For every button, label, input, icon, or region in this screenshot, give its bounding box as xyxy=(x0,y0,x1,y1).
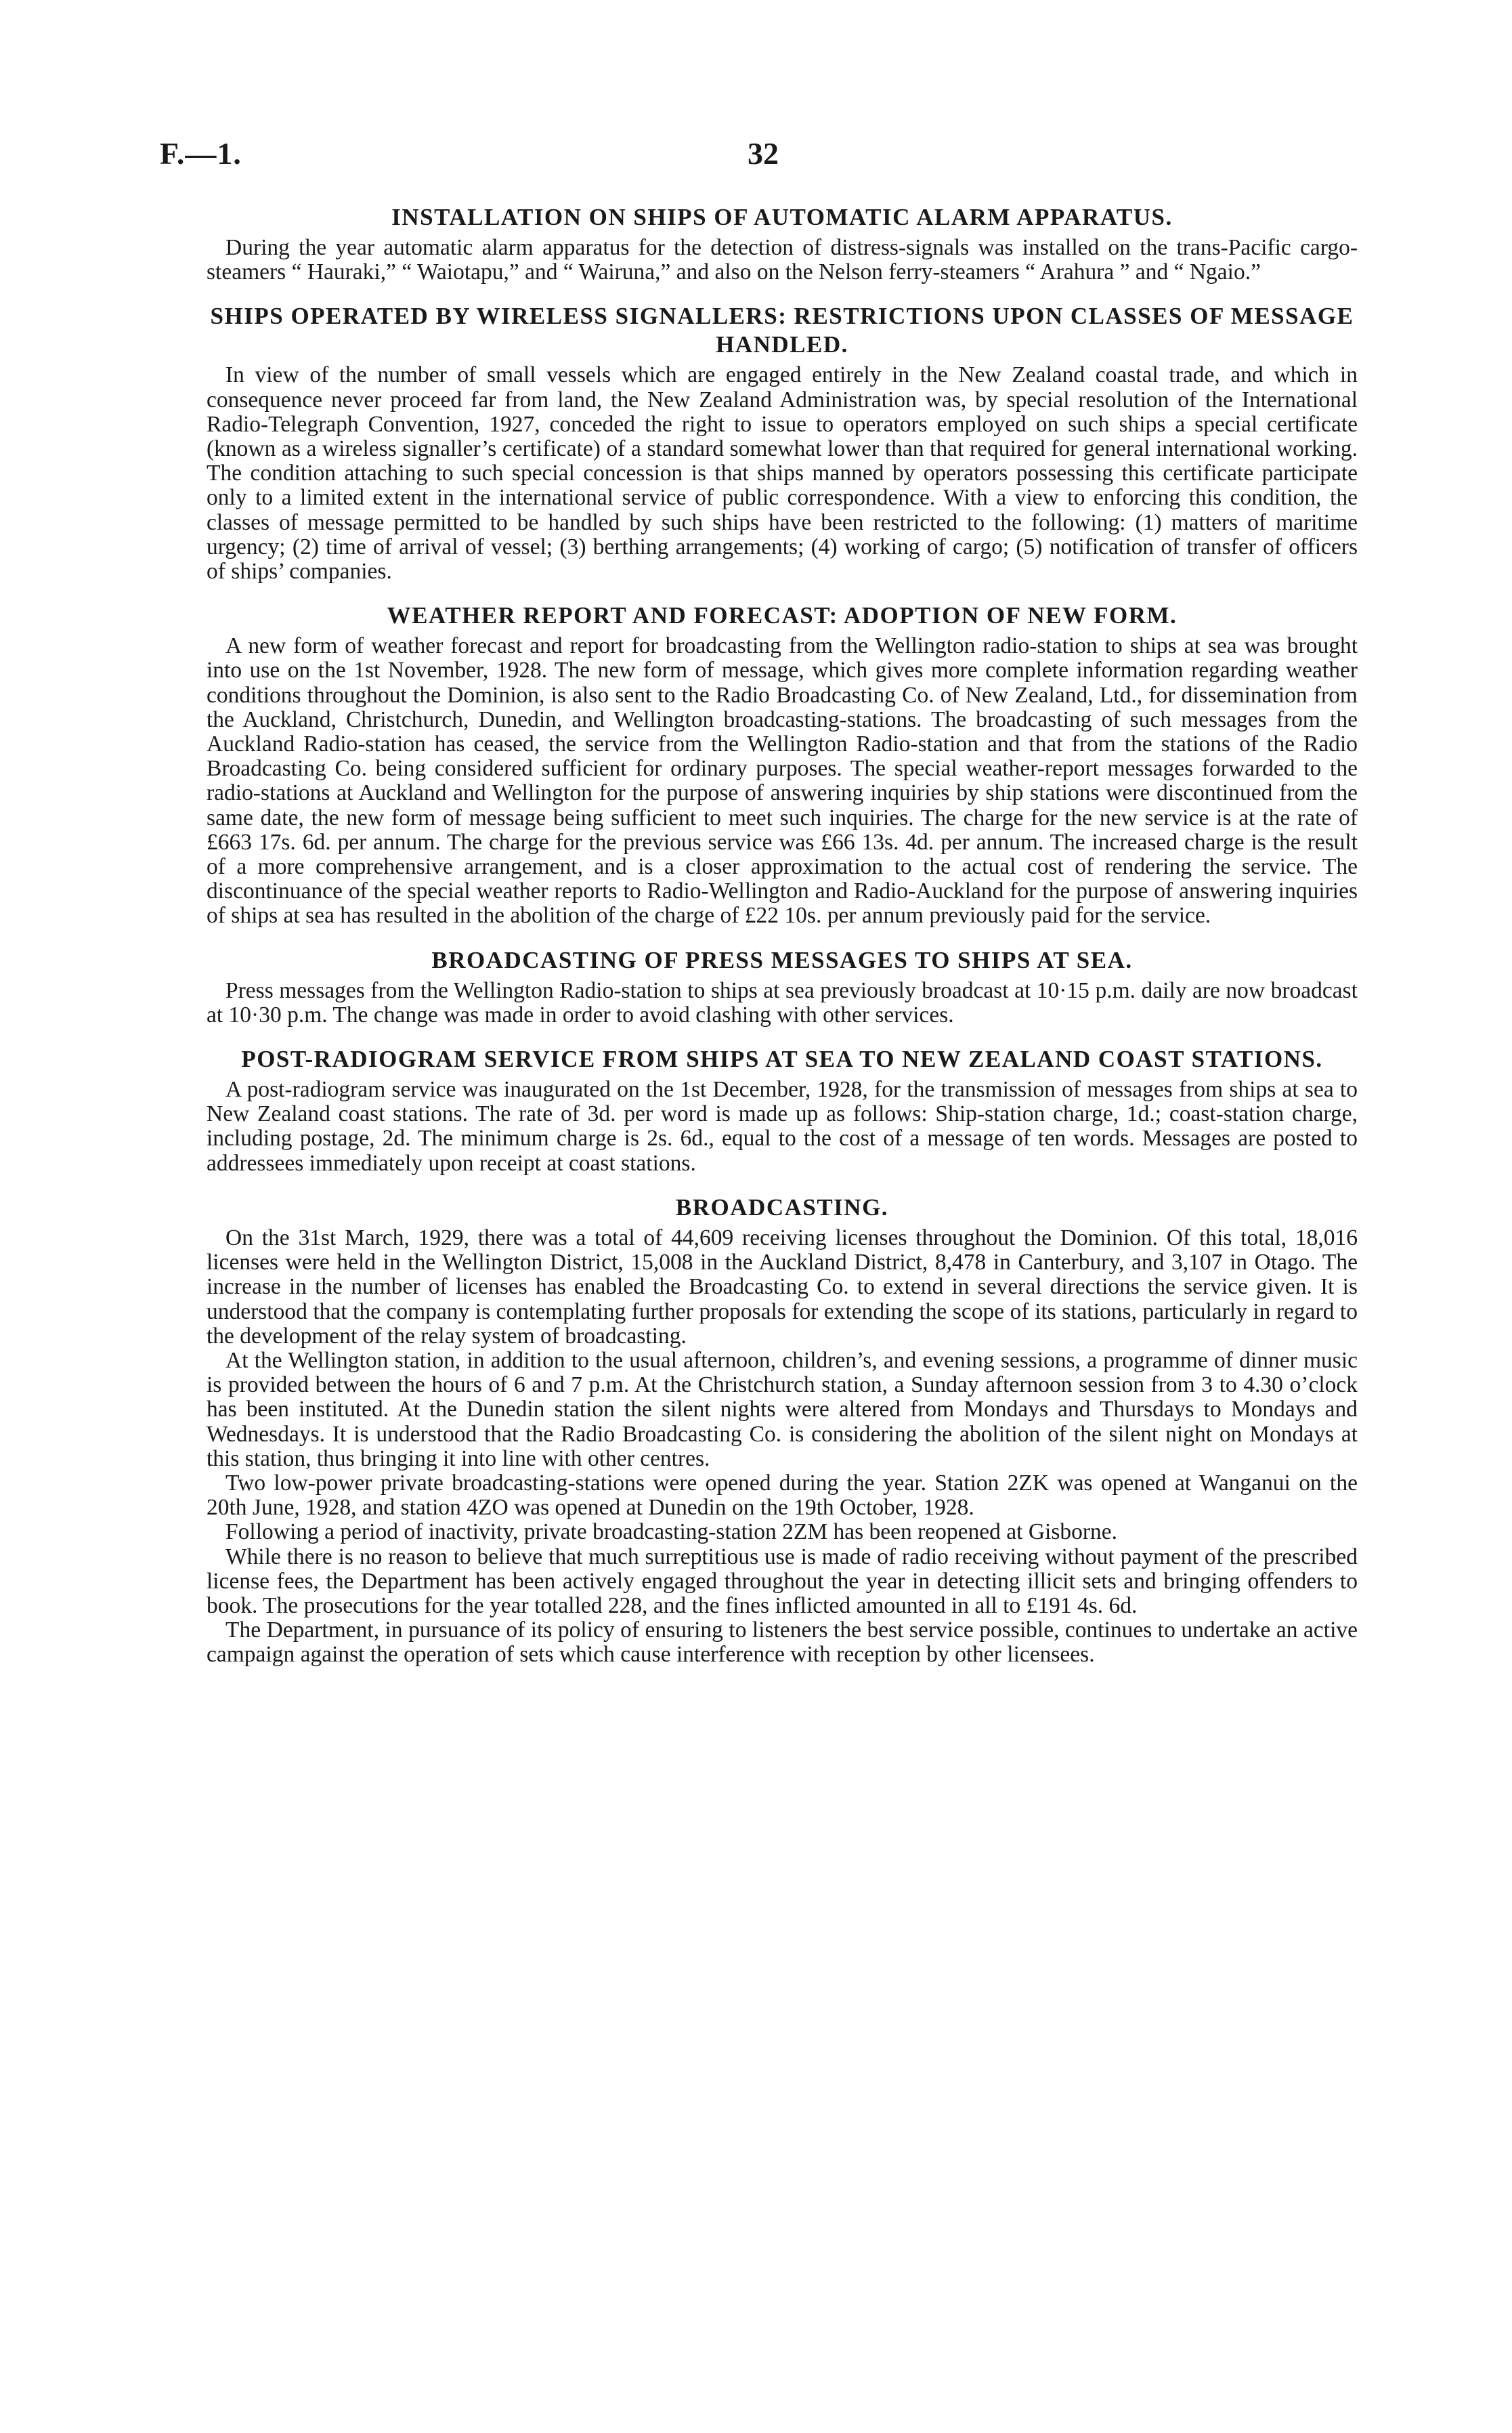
section-wireless-signallers xyxy=(207,302,1358,584)
section-press-messages xyxy=(207,946,1358,1028)
section-weather-report xyxy=(207,601,1358,928)
section-heading: POST-RADIOGRAM SERVICE FROM SHIPS AT SEA TO NEW ZEALAND COAST STATIONS. xyxy=(241,1046,1323,1073)
section-automatic-alarm xyxy=(207,203,1358,284)
section-heading: BROADCASTING. xyxy=(675,1193,889,1221)
paragraph: Following a period of inactivity, private broadcasting-station 2ZM has been reopened at Gisborne. xyxy=(225,1519,1118,1545)
document-reference: F.—1. xyxy=(160,136,242,171)
paragraph: In view of the number of small vessels which are engaged entirely in the New Zealand coastal trade, and which in consequence never proceed far from land, the New Zealand Administration was, by special resolution of the International Radio-Telegraph Convention, 1927, conceded the right to issue to operators employed on such ships a special certificate (known as a wireless signaller’s certificate) of a standard somewhat lower than that required for general international working. The condition attaching to such special concession is that ships manned by operators possessing this certificate participate only to a limited extent in the international service of public correspondence. With a view to enforcing this condition, the classes of message permitted to be handled by such ships have been restricted to the following: (1) matters of maritime urgency; (2) time of arrival of vessel; (3) berthing arrangements; (4) working of cargo; (5) notification of transfer of officers of ships’ companies. xyxy=(207,362,1358,585)
section-heading: INSTALLATION ON SHIPS OF AUTOMATIC ALARM APPARATUS. xyxy=(391,204,1173,230)
paragraph: Press messages from the Wellington Radio-station to ships at sea previously broadcast at 10·15 p.m. daily are now broadcast at 10·30 p.m. The change was made in order to avoid clashing with other services. xyxy=(207,977,1358,1028)
paragraph: During the year automatic alarm apparatus for the detection of distress-signals was installed on the trans-Pacific cargo-steamers “ Hauraki,” “ Waiotapu,” and “ Wairuna,” and also on the Nelson ferry-steamers “ Arahura ” and “ Ngaio.” xyxy=(207,235,1358,285)
section-broadcasting xyxy=(207,1193,1358,1668)
section-post-radiogram xyxy=(207,1045,1358,1176)
paragraph: The Department, in pursuance of its policy of ensuring to listeners the best service possible, continues to undertake an active campaign against the operation of sets which cause interference with reception by other licensees. xyxy=(207,1617,1358,1668)
paragraph: A new form of weather forecast and report for broadcasting from the Wellington radio-station to ships at sea was brought into use on the 1st November, 1928. The new form of message, which gives more complete information regarding weather conditions throughout the Dominion, is also sent to the Radio Broadcasting Co. of New Zealand, Ltd., for dissemination from the Auckland, Christchurch, Dunedin, and Wellington broadcasting-stations. The broadcasting of such messages from the Auckland Radio-station has ceased, the service from the Wellington Radio-station and that from the stations of the Radio Broadcasting Co. being considered sufficient for ordinary purposes. The special weather-report messages forwarded to the radio-stations at Auckland and Wellington for the purpose of answering inquiries by ship stations were discontinued from the same date, the new form of message being sufficient to meet such inquiries. The charge for the new service is at the rate of £663 17s. 6d. per annum. The charge for the previous service was £66 13s. 4d. per annum. The increased charge is the result of a more comprehensive arrangement, and is a closer approximation to the actual cost of rendering the service. The discontinuance of the special weather reports to Radio-Wellington and Radio-Auckland for the purpose of answering inquiries of ships at sea has resulted in the abolition of the charge of £22 10s. per annum previously paid for the service. xyxy=(207,633,1358,929)
paragraph: Two low-power private broadcasting-stations were opened during the year. Station 2ZK was opened at Wanganui on the 20th June, 1928, and station 4ZO was opened at Dunedin on the 19th October, 1928. xyxy=(207,1470,1358,1521)
page-number: 32 xyxy=(748,136,779,171)
paragraph: While there is no reason to believe that much surreptitious use is made of radio receiving without payment of the prescribed license fees, the Department has been actively engaged throughout the year in detecting illicit sets and bringing offenders to book. The prosecutions for the year totalled 228, and the fines inflicted amounted in all to £191 4s. 6d. xyxy=(207,1544,1358,1618)
paragraph: On the 31st March, 1929, there was a total of 44,609 receiving licenses throughout the Dominion. Of this total, 18,016 licenses were held in the Wellington District, 15,008 in the Auckland District, 8,478 in Canterbury, and 3,107 in Otago. The increase in the number of licenses has enabled the Broadcasting Co. to extend in several directions the service given. It is understood that the company is contemplating further proposals for extending the scope of its stations, particularly in regard to the development of the relay system of broadcasting. xyxy=(207,1225,1358,1349)
section-heading: WEATHER REPORT AND FORECAST: ADOPTION OF NEW FORM. xyxy=(387,602,1178,629)
paragraph: At the Wellington station, in addition to the usual afternoon, children’s, and evening sessions, a programme of dinner music is provided between the hours of 6 and 7 p.m. At the Christchurch station, a Sunday afternoon session from 3 to 4.30 o’clock has been instituted. At the Dunedin station the silent nights were altered from Mondays and Thursdays to Mondays and Wednesdays. It is understood that the Radio Broadcasting Co. is considering the abolition of the silent night on Mondays at this station, thus bringing it into line with other centres. xyxy=(207,1347,1358,1471)
page-content xyxy=(207,203,1358,1668)
section-heading: BROADCASTING OF PRESS MESSAGES TO SHIPS AT SEA. xyxy=(431,946,1133,973)
section-heading: SHIPS OPERATED BY WIRELESS SIGNALLERS: RESTRICTIONS UPON CLASSES OF MESSAGE HANDLED. xyxy=(210,303,1354,358)
paragraph: A post-radiogram service was inaugurated on the 1st December, 1928, for the transmission of messages from ships at sea to New Zealand coast stations. The rate of 3d. per word is made up as follows: Ship-station charge, 1d.; coast-station charge, including postage, 2d. The minimum charge is 2s. 6d., equal to the cost of a message of ten words. Messages are posted to addressees immediately upon receipt at coast stations. xyxy=(207,1077,1358,1176)
page-header xyxy=(160,135,1365,176)
